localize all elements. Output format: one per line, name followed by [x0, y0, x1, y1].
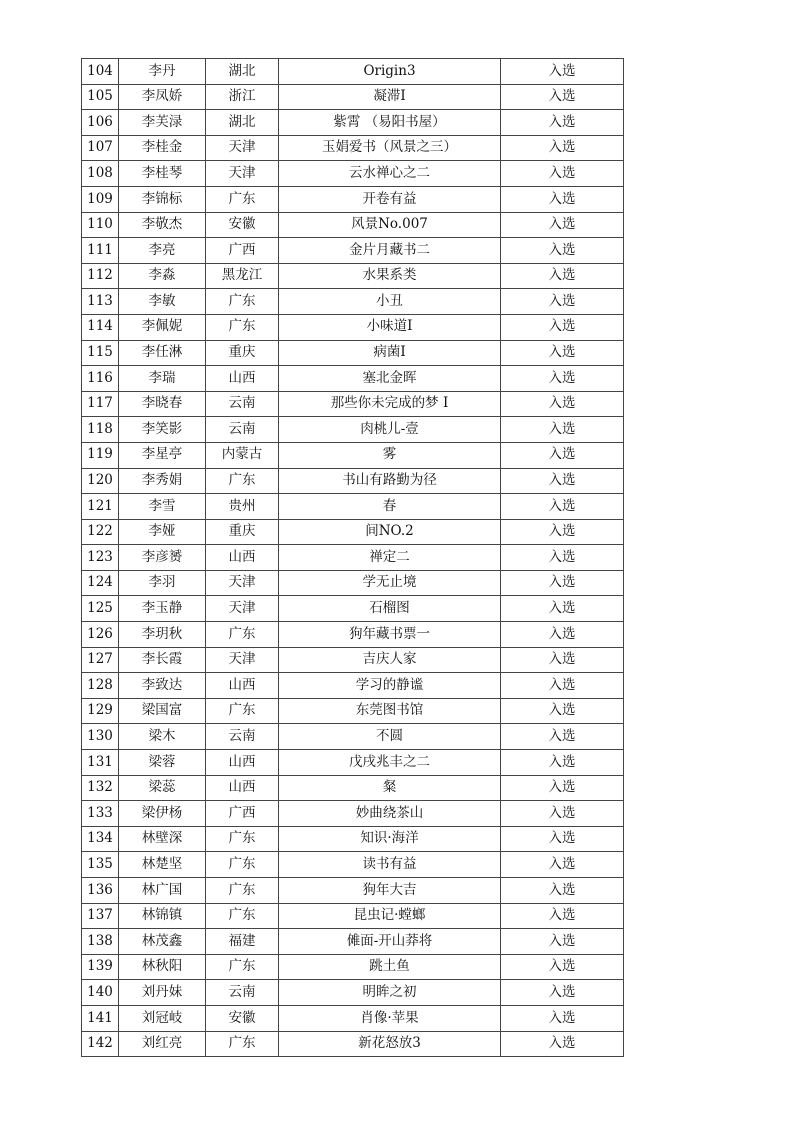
- province-cell: 天津: [206, 161, 279, 187]
- row-number-cell: 132: [82, 775, 119, 801]
- result-cell: 入选: [501, 929, 624, 955]
- result-cell: 入选: [501, 852, 624, 878]
- province-cell: 浙江: [206, 84, 279, 110]
- work-title-cell: Origin3: [279, 59, 501, 85]
- result-cell: 入选: [501, 314, 624, 340]
- row-number-cell: 120: [82, 468, 119, 494]
- province-cell: 安徽: [206, 212, 279, 238]
- work-title-cell: 金片月藏书二: [279, 238, 501, 264]
- table-row: [82, 161, 624, 187]
- row-number-cell: 111: [82, 238, 119, 264]
- author-name-cell: 林茂鑫: [119, 929, 206, 955]
- table-row: [82, 980, 624, 1006]
- province-cell: 福建: [206, 929, 279, 955]
- province-cell: 贵州: [206, 494, 279, 520]
- author-name-cell: 李佩妮: [119, 314, 206, 340]
- author-name-cell: 李娅: [119, 519, 206, 545]
- result-cell: 入选: [501, 980, 624, 1006]
- result-cell: 入选: [501, 238, 624, 264]
- work-title-cell: 狗年藏书票一: [279, 622, 501, 648]
- work-title-cell: 妙曲绕茶山: [279, 801, 501, 827]
- work-title-cell: 紫霄 （易阳书屋）: [279, 110, 501, 136]
- province-cell: 天津: [206, 596, 279, 622]
- row-number-cell: 106: [82, 110, 119, 136]
- result-cell: 入选: [501, 826, 624, 852]
- work-title-cell: 风景No.007: [279, 212, 501, 238]
- table-row: [82, 698, 624, 724]
- province-cell: 广东: [206, 878, 279, 904]
- author-name-cell: 李敬杰: [119, 212, 206, 238]
- table-row: [82, 468, 624, 494]
- province-cell: 湖北: [206, 59, 279, 85]
- province-cell: 黑龙江: [206, 263, 279, 289]
- author-name-cell: 李芙渌: [119, 110, 206, 136]
- result-cell: 入选: [501, 212, 624, 238]
- row-number-cell: 142: [82, 1031, 119, 1057]
- province-cell: 重庆: [206, 519, 279, 545]
- author-name-cell: 林楚坚: [119, 852, 206, 878]
- row-number-cell: 119: [82, 442, 119, 468]
- row-number-cell: 138: [82, 929, 119, 955]
- table-row: [82, 519, 624, 545]
- province-cell: 广东: [206, 826, 279, 852]
- row-number-cell: 141: [82, 1005, 119, 1031]
- row-number-cell: 109: [82, 186, 119, 212]
- author-name-cell: 梁木: [119, 724, 206, 750]
- row-number-cell: 114: [82, 314, 119, 340]
- table-row: [82, 775, 624, 801]
- row-number-cell: 125: [82, 596, 119, 622]
- work-title-cell: 那些你未完成的梦 Ⅰ: [279, 391, 501, 417]
- work-title-cell: 新花怒放3: [279, 1031, 501, 1057]
- province-cell: 湖北: [206, 110, 279, 136]
- table-row: [82, 852, 624, 878]
- result-cell: 入选: [501, 494, 624, 520]
- work-title-cell: 间NO.2: [279, 519, 501, 545]
- table-row: [82, 186, 624, 212]
- row-number-cell: 131: [82, 750, 119, 776]
- table-row: [82, 1031, 624, 1057]
- author-name-cell: 林秋阳: [119, 954, 206, 980]
- work-title-cell: 小丑: [279, 289, 501, 315]
- row-number-cell: 124: [82, 570, 119, 596]
- result-cell: 入选: [501, 391, 624, 417]
- work-title-cell: 跳土鱼: [279, 954, 501, 980]
- author-name-cell: 刘冠岐: [119, 1005, 206, 1031]
- author-name-cell: 林广国: [119, 878, 206, 904]
- author-name-cell: 李敏: [119, 289, 206, 315]
- result-cell: 入选: [501, 289, 624, 315]
- table-row: [82, 929, 624, 955]
- author-name-cell: 李星亭: [119, 442, 206, 468]
- province-cell: 山西: [206, 775, 279, 801]
- table-row: [82, 84, 624, 110]
- row-number-cell: 126: [82, 622, 119, 648]
- province-cell: 云南: [206, 980, 279, 1006]
- result-cell: 入选: [501, 468, 624, 494]
- work-title-cell: 小味道Ⅰ: [279, 314, 501, 340]
- table-row: [82, 724, 624, 750]
- author-name-cell: 李凤娇: [119, 84, 206, 110]
- row-number-cell: 134: [82, 826, 119, 852]
- result-cell: 入选: [501, 954, 624, 980]
- result-cell: 入选: [501, 84, 624, 110]
- author-name-cell: 李致达: [119, 673, 206, 699]
- province-cell: 广西: [206, 238, 279, 264]
- table-row: [82, 570, 624, 596]
- work-title-cell: 玉娟爱书（风景之三）: [279, 135, 501, 161]
- author-name-cell: 李瑞: [119, 366, 206, 392]
- table-row: [82, 314, 624, 340]
- work-title-cell: 粲: [279, 775, 501, 801]
- province-cell: 天津: [206, 647, 279, 673]
- table-row: [82, 110, 624, 136]
- result-cell: 入选: [501, 442, 624, 468]
- author-name-cell: 李羽: [119, 570, 206, 596]
- table-row: [82, 366, 624, 392]
- result-cell: 入选: [501, 1031, 624, 1057]
- result-cell: 入选: [501, 801, 624, 827]
- province-cell: 山西: [206, 366, 279, 392]
- table-row: [82, 622, 624, 648]
- results-table: [81, 58, 624, 1057]
- author-name-cell: 梁蓉: [119, 750, 206, 776]
- work-title-cell: 禅定二: [279, 545, 501, 571]
- author-name-cell: 梁伊杨: [119, 801, 206, 827]
- province-cell: 广东: [206, 622, 279, 648]
- row-number-cell: 127: [82, 647, 119, 673]
- province-cell: 广东: [206, 314, 279, 340]
- work-title-cell: 明眸之初: [279, 980, 501, 1006]
- result-cell: 入选: [501, 59, 624, 85]
- table-row: [82, 647, 624, 673]
- table-row: [82, 391, 624, 417]
- province-cell: 广东: [206, 954, 279, 980]
- result-cell: 入选: [501, 366, 624, 392]
- province-cell: 广东: [206, 186, 279, 212]
- author-name-cell: 李彦赟: [119, 545, 206, 571]
- province-cell: 内蒙古: [206, 442, 279, 468]
- results-table-body: [82, 59, 624, 1057]
- result-cell: 入选: [501, 775, 624, 801]
- work-title-cell: 春: [279, 494, 501, 520]
- province-cell: 广东: [206, 698, 279, 724]
- work-title-cell: 戊戌兆丰之二: [279, 750, 501, 776]
- work-title-cell: 肖像·苹果: [279, 1005, 501, 1031]
- province-cell: 天津: [206, 570, 279, 596]
- author-name-cell: 李亮: [119, 238, 206, 264]
- result-cell: 入选: [501, 903, 624, 929]
- row-number-cell: 115: [82, 340, 119, 366]
- province-cell: 山西: [206, 673, 279, 699]
- author-name-cell: 李桂金: [119, 135, 206, 161]
- province-cell: 天津: [206, 135, 279, 161]
- result-cell: 入选: [501, 161, 624, 187]
- work-title-cell: 学无止境: [279, 570, 501, 596]
- table-row: [82, 442, 624, 468]
- row-number-cell: 135: [82, 852, 119, 878]
- author-name-cell: 刘丹妹: [119, 980, 206, 1006]
- table-row: [82, 596, 624, 622]
- table-row: [82, 135, 624, 161]
- province-cell: 山西: [206, 545, 279, 571]
- work-title-cell: 肉桃儿-壹: [279, 417, 501, 443]
- work-title-cell: 塞北金晖: [279, 366, 501, 392]
- work-title-cell: 石榴图: [279, 596, 501, 622]
- result-cell: 入选: [501, 622, 624, 648]
- work-title-cell: 水果系类: [279, 263, 501, 289]
- work-title-cell: 开卷有益: [279, 186, 501, 212]
- work-title-cell: 书山有路勤为径: [279, 468, 501, 494]
- province-cell: 云南: [206, 417, 279, 443]
- table-row: [82, 212, 624, 238]
- result-cell: 入选: [501, 340, 624, 366]
- row-number-cell: 122: [82, 519, 119, 545]
- row-number-cell: 123: [82, 545, 119, 571]
- result-cell: 入选: [501, 110, 624, 136]
- row-number-cell: 112: [82, 263, 119, 289]
- result-cell: 入选: [501, 878, 624, 904]
- work-title-cell: 知识·海洋: [279, 826, 501, 852]
- province-cell: 广东: [206, 289, 279, 315]
- row-number-cell: 117: [82, 391, 119, 417]
- result-cell: 入选: [501, 698, 624, 724]
- table-row: [82, 289, 624, 315]
- author-name-cell: 梁蕊: [119, 775, 206, 801]
- work-title-cell: 不圆: [279, 724, 501, 750]
- author-name-cell: 李笑影: [119, 417, 206, 443]
- table-row: [82, 903, 624, 929]
- author-name-cell: 李玥秋: [119, 622, 206, 648]
- province-cell: 山西: [206, 750, 279, 776]
- author-name-cell: 李长霞: [119, 647, 206, 673]
- table-row: [82, 59, 624, 85]
- work-title-cell: 狗年大吉: [279, 878, 501, 904]
- result-cell: 入选: [501, 186, 624, 212]
- author-name-cell: 梁国富: [119, 698, 206, 724]
- row-number-cell: 118: [82, 417, 119, 443]
- table-row: [82, 545, 624, 571]
- author-name-cell: 李桂琴: [119, 161, 206, 187]
- author-name-cell: 李玉静: [119, 596, 206, 622]
- row-number-cell: 129: [82, 698, 119, 724]
- author-name-cell: 李秀娟: [119, 468, 206, 494]
- work-title-cell: 学习的静谧: [279, 673, 501, 699]
- row-number-cell: 128: [82, 673, 119, 699]
- table-row: [82, 1005, 624, 1031]
- row-number-cell: 139: [82, 954, 119, 980]
- row-number-cell: 108: [82, 161, 119, 187]
- table-row: [82, 238, 624, 264]
- table-row: [82, 826, 624, 852]
- province-cell: 广东: [206, 903, 279, 929]
- author-name-cell: 李锦标: [119, 186, 206, 212]
- author-name-cell: 李雪: [119, 494, 206, 520]
- province-cell: 广东: [206, 1031, 279, 1057]
- result-cell: 入选: [501, 724, 624, 750]
- table-row: [82, 801, 624, 827]
- work-title-cell: 傩面-开山莽将: [279, 929, 501, 955]
- row-number-cell: 133: [82, 801, 119, 827]
- row-number-cell: 104: [82, 59, 119, 85]
- author-name-cell: 李淼: [119, 263, 206, 289]
- province-cell: 云南: [206, 724, 279, 750]
- result-cell: 入选: [501, 519, 624, 545]
- province-cell: 广东: [206, 468, 279, 494]
- row-number-cell: 110: [82, 212, 119, 238]
- author-name-cell: 李丹: [119, 59, 206, 85]
- table-row: [82, 340, 624, 366]
- province-cell: 云南: [206, 391, 279, 417]
- result-cell: 入选: [501, 545, 624, 571]
- row-number-cell: 136: [82, 878, 119, 904]
- result-cell: 入选: [501, 750, 624, 776]
- author-name-cell: 李任淋: [119, 340, 206, 366]
- author-name-cell: 李晓春: [119, 391, 206, 417]
- row-number-cell: 137: [82, 903, 119, 929]
- result-cell: 入选: [501, 135, 624, 161]
- result-cell: 入选: [501, 596, 624, 622]
- work-title-cell: 云水禅心之二: [279, 161, 501, 187]
- result-cell: 入选: [501, 673, 624, 699]
- work-title-cell: 凝滞Ⅰ: [279, 84, 501, 110]
- result-cell: 入选: [501, 263, 624, 289]
- table-row: [82, 263, 624, 289]
- row-number-cell: 130: [82, 724, 119, 750]
- work-title-cell: 东莞图书馆: [279, 698, 501, 724]
- table-row: [82, 673, 624, 699]
- row-number-cell: 105: [82, 84, 119, 110]
- result-cell: 入选: [501, 647, 624, 673]
- row-number-cell: 107: [82, 135, 119, 161]
- table-row: [82, 750, 624, 776]
- work-title-cell: 读书有益: [279, 852, 501, 878]
- work-title-cell: 病菌Ⅰ: [279, 340, 501, 366]
- work-title-cell: 吉庆人家: [279, 647, 501, 673]
- result-cell: 入选: [501, 417, 624, 443]
- row-number-cell: 140: [82, 980, 119, 1006]
- table-row: [82, 494, 624, 520]
- table-row: [82, 954, 624, 980]
- author-name-cell: 刘红亮: [119, 1031, 206, 1057]
- work-title-cell: 昆虫记·螳螂: [279, 903, 501, 929]
- province-cell: 安徽: [206, 1005, 279, 1031]
- row-number-cell: 121: [82, 494, 119, 520]
- author-name-cell: 林锦镇: [119, 903, 206, 929]
- result-cell: 入选: [501, 1005, 624, 1031]
- work-title-cell: 雾: [279, 442, 501, 468]
- result-cell: 入选: [501, 570, 624, 596]
- row-number-cell: 116: [82, 366, 119, 392]
- table-row: [82, 417, 624, 443]
- table-row: [82, 878, 624, 904]
- province-cell: 广东: [206, 852, 279, 878]
- province-cell: 重庆: [206, 340, 279, 366]
- author-name-cell: 林壁深: [119, 826, 206, 852]
- province-cell: 广西: [206, 801, 279, 827]
- row-number-cell: 113: [82, 289, 119, 315]
